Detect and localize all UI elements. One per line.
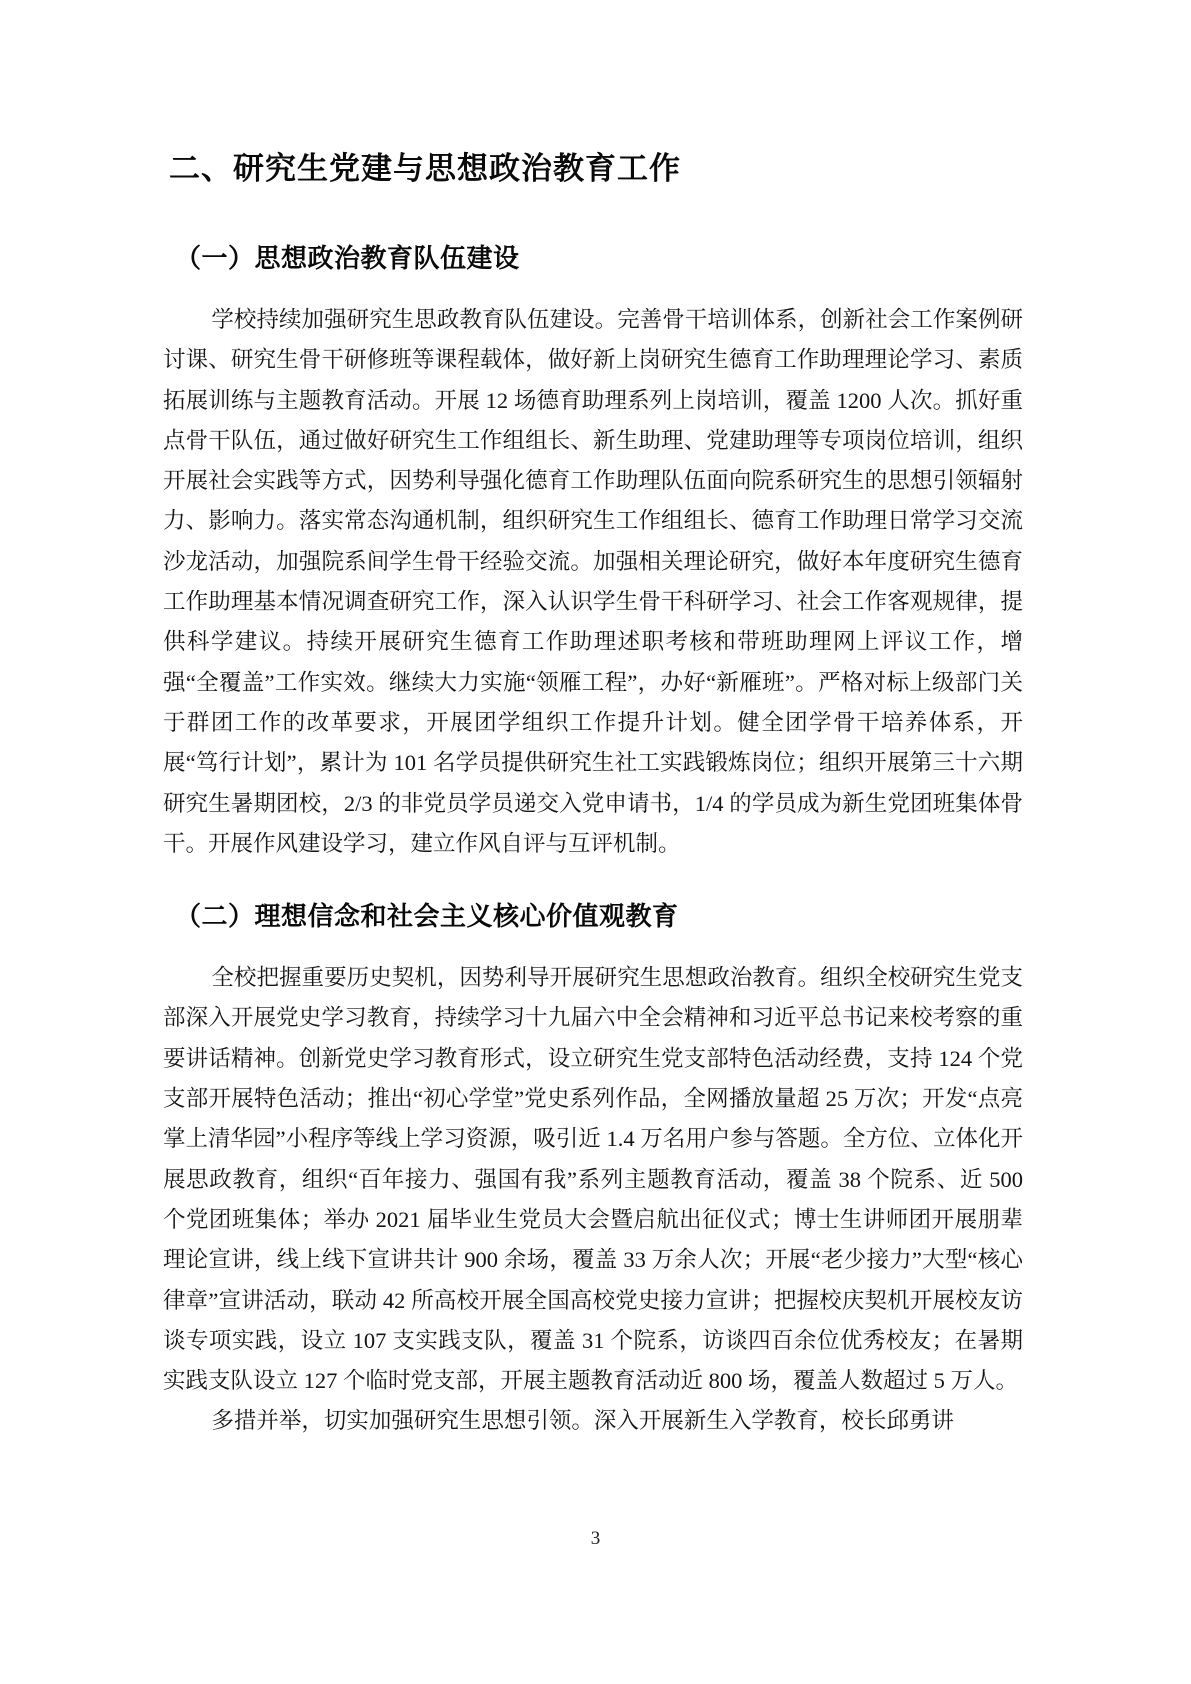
section-heading-2: （二）理想信念和社会主义核心价值观教育 bbox=[175, 901, 679, 932]
page-title: 二、研究生党建与思想政治教育工作 bbox=[169, 151, 681, 186]
section-2-paragraph-2: 多措并举，切实加强研究生思想引领。深入开展新生入学教育，校长邱勇讲 bbox=[211, 1408, 954, 1434]
section-heading-1: （一）思想政治教育队伍建设 bbox=[175, 243, 520, 273]
section-1-paragraph-1: 学校持续加强研究生思政教育队伍建设。完善骨干培训体系，创新社会工作案例研讨课、研究生骨干研修班等课程载体，做好新上岗研究生德育工作助理理论学习、素质拓展训练与主题教育活动。开展 12 场德育助理系列上岗培训，覆盖 1200 人次。抓好重点骨干队伍，通过做好研究生工作组组长、新生助理、党建助理等专项岗位培训，组织开展社会实践等方式，因势利导强化德育工作助理队伍面向院系研究生的思想引领辐射力、影响力。落实常态沟通机制，组织研究生工作组组长、德育工作助理日常学习交流沙龙活动，加强院系间学生骨干经验交流。加强相关理论研究，做好本年度研究生德育工作助理基本情况调查研究工作，深入认识学生骨干科研学习、社会工作客观规律，提供科学建议。持续开展研究生德育工作助理述职考核和带班助理网上评议工作，增强“全覆盖”工作实效。继续大力实施“领雁工程”，办好“新雁班”。严格对标上级部门关于群团工作的改革要求，开展团学组织工作提升计划。健全团学骨干培养体系，开展“笃行计划”，累计为 101 名学员提供研究生社工实践锻炼岗位；组织开展第三十六期研究生暑期团校，2/3 的非党员学员递交入党申请书，1/4 的学员成为新生党团班集体骨干。开展作风建设学习，建立作风自评与互评机制。 bbox=[163, 307, 1023, 856]
page-number: 3 bbox=[590, 1528, 601, 1549]
document-content bbox=[163, 0, 1023, 1442]
section-2-paragraph-1: 全校把握重要历史契机，因势利导开展研究生思想政治教育。组织全校研究生党支部深入开展党史学习教育，持续学习十九届六中全会精神和习近平总书记来校考察的重要讲话精神。创新党史学习教育形式，设立研究生党支部特色活动经费，支持 124 个党支部开展特色活动；推出“初心学堂”党史系列作品，全网播放量超 25 万次；开发“点亮掌上清华园”小程序等线上学习资源，吸引近 1.4 万名用户参与答题。全方位、立体化开展思政教育，组织“百年接力、强国有我”系列主题教育活动，覆盖 38 个院系、近 500 个党团班集体；举办 2021 届毕业生党员大会暨启航出征仪式；博士生讲师团开展朋辈理论宣讲，线上线下宣讲共计 900 余场，覆盖 33 万余人次；开展“老少接力”大型“核心律章”宣讲活动，联动 42 所高校开展全国高校党史接力宣讲；把握校庆契机开展校友访谈专项实践，设立 107 支实践支队，覆盖 31 个院系，访谈四百余位优秀校友；在暑期实践支队设立 127 个临时党支部，开展主题教育活动近 800 场，覆盖人数超过 5 万人。 bbox=[163, 965, 1023, 1394]
